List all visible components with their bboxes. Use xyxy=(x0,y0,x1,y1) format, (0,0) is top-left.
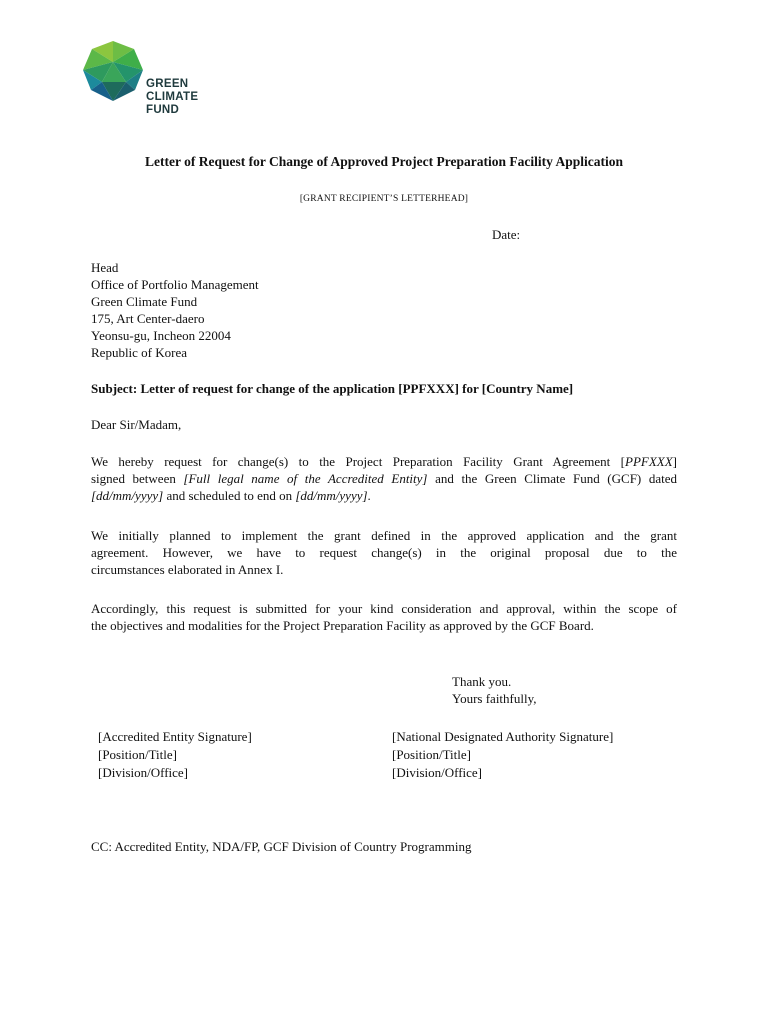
signature-placeholder: [National Designated Authority Signature] xyxy=(392,729,614,744)
text-run: . xyxy=(367,488,371,503)
address-line: Office of Portfolio Management xyxy=(91,277,259,292)
signature-block-accredited-entity xyxy=(98,728,252,782)
address-line: Green Climate Fund xyxy=(91,294,198,309)
paragraph-line: We initially planned to implement the grant defined in the approved application and the grant xyxy=(91,528,677,543)
yours-faithfully-text: Yours faithfully, xyxy=(452,691,537,706)
paragraph-line: the objectives and modalities for the Project Preparation Facility as approved by the GCF Board. xyxy=(91,618,594,633)
paragraph-line xyxy=(91,487,677,504)
logo-line-1: GREEN xyxy=(146,78,189,90)
text-run: We hereby request for change(s) to the Project Preparation Facility Grant Agreement [ xyxy=(91,454,625,469)
date-placeholder: [dd/mm/yyyy] xyxy=(295,488,368,503)
paragraph-line xyxy=(91,453,677,470)
logo-line-2: CLIMATE xyxy=(146,91,199,103)
letterhead-placeholder: [GRANT RECIPIENT’S LETTERHEAD] xyxy=(299,194,469,204)
logo-line-3: FUND xyxy=(146,104,180,116)
position-placeholder: [Position/Title] xyxy=(98,747,177,762)
paragraph-reason xyxy=(91,527,677,578)
globe-icon xyxy=(82,40,144,102)
division-placeholder: [Division/Office] xyxy=(392,765,483,780)
text-run: and scheduled to end on xyxy=(163,488,296,503)
salutation: Dear Sir/Madam, xyxy=(91,417,182,432)
paragraph-line: circumstances elaborated in Annex I. xyxy=(91,562,284,577)
date-label: Date: xyxy=(492,227,521,242)
entity-name-placeholder: [Full legal name of the Accredited Entity] xyxy=(183,471,428,486)
paragraph-submission xyxy=(91,600,677,634)
address-line: Head xyxy=(91,260,119,275)
address-line: Republic of Korea xyxy=(91,345,188,360)
recipient-address xyxy=(91,259,259,361)
address-line: 175, Art Center-daero xyxy=(91,311,205,326)
logo-wordmark xyxy=(146,78,198,117)
thanks-text: Thank you. xyxy=(452,674,512,689)
signature-placeholder: [Accredited Entity Signature] xyxy=(98,729,252,744)
address-line: Yeonsu-gu, Incheon 22004 xyxy=(91,328,231,343)
text-run: signed between xyxy=(91,471,184,486)
position-placeholder: [Position/Title] xyxy=(392,747,471,762)
cc-line: CC: Accredited Entity, NDA/FP, GCF Division of Country Programming xyxy=(91,839,472,854)
gcf-logo xyxy=(82,40,212,120)
paragraph-line xyxy=(91,470,677,487)
text-run: ] xyxy=(672,454,677,469)
letter-title: Letter of Request for Change of Approved Project Preparation Facility Application xyxy=(145,154,623,169)
subject-line: Subject: Letter of request for change of the application [PPFXXX] for [Country Name] xyxy=(91,381,574,396)
paragraph-line: agreement. However, we have to request change(s) in the original proposal due to the xyxy=(91,545,677,560)
paragraph-request xyxy=(91,453,677,504)
date-placeholder: [dd/mm/yyyy] xyxy=(91,488,164,503)
division-placeholder: [Division/Office] xyxy=(98,765,189,780)
paragraph-line: Accordingly, this request is submitted for your kind consideration and approval, within the scope of xyxy=(91,601,677,616)
ppf-code-placeholder: PPFXXX xyxy=(625,454,673,469)
closing xyxy=(452,673,537,707)
signature-block-nda xyxy=(392,728,613,782)
text-run: and the Green Climate Fund (GCF) dated xyxy=(427,471,677,486)
